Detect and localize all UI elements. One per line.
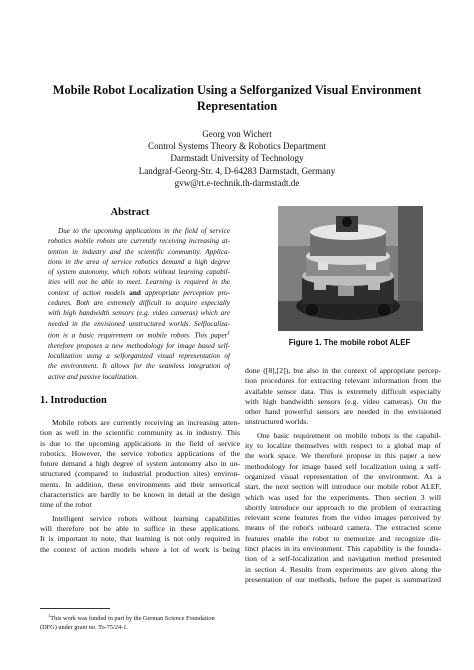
figure-caption: Figure 1. The mobile robot ALEF [288, 338, 411, 347]
body-line: in section 4. Results from experiments are given along the [245, 564, 441, 574]
footnote-line: (DFG) under grant no. To-75/24-1. [40, 623, 128, 631]
affiliation-line: Control Systems Theory & Robotics Department [148, 141, 326, 152]
abstract-line: tention in industry and the scientific community. Applica- [48, 247, 230, 256]
title-line: Mobile Robot Localization Using a Selforganized Visual Environment [52, 83, 422, 97]
footnote-line [40, 612, 240, 624]
robot-photo [278, 206, 423, 331]
abstract-line: Due to the upcoming applications in the field of service [58, 227, 230, 235]
body-line: start, the next section will introduce our mobile robot ALEF, [245, 482, 441, 492]
body-line: tion as well in the scientific community as in industry. This [40, 428, 240, 438]
body-line: means of the robot's onboard camera. The extracted scene [245, 523, 441, 533]
body-line: unstructured worlds. [245, 417, 309, 427]
body-line: presentation of our methods, before the paper is summarized [245, 574, 441, 584]
body-line: available sensor data. This is extremely difficult especially [245, 386, 441, 396]
abstract-line: active and passive localization. [48, 372, 139, 381]
author-name: Georg von Wichert [202, 129, 272, 139]
body-line: will therefore not be able to suffice in these applications. [40, 523, 240, 533]
body-line: It is important to note, that learning is not only required in [40, 534, 240, 544]
body-line: structured (compared to industrial production sites) environ- [40, 469, 240, 479]
footnote-text: This work was funded in part by the German Science Foundation [50, 615, 215, 623]
body-line: is due to the upcoming applications in the field of service [40, 438, 240, 448]
abstract-line: the environment. It allows for the seamless integration of [48, 362, 230, 371]
abstract-line: ities will not be able to meet. Learning is required in the [48, 278, 230, 287]
body-line: features enable the robot to memorize and recognize dis- [245, 533, 441, 543]
title-line: Representation [196, 99, 278, 113]
abstract-line: of system autonomy, which robots without learning capabil- [48, 268, 230, 277]
section-heading-introduction: 1. Introduction [40, 395, 107, 406]
body-line: ments. In addition, these environments and their sensorical [40, 479, 240, 489]
abstract-line: therefore proposes a new methodology for image based self- [48, 341, 230, 350]
body-line: ity to localize themselves with respect to a global map of [245, 441, 441, 451]
abstract-line: tions in the area of service robotics demand a high degree [48, 257, 230, 266]
body-line: robotics. However, the service robotics applications of the [40, 448, 240, 458]
body-line: relevant scene features from the video images perceived by [245, 513, 441, 523]
abstract-line [48, 288, 230, 298]
body-line: organized visual representation of the environment. As a [245, 471, 441, 481]
footnote [40, 612, 240, 632]
body-line: with high bandwidth sensors (e.g. video cameras). On the [245, 396, 441, 406]
introduction-text [40, 418, 240, 555]
body-line: done ([8],[2]), but also in the context of appropriate percep- [245, 366, 441, 375]
body-line: time of the robot [40, 500, 92, 510]
abstract-emphasis: and [129, 288, 141, 297]
abstract-line: robotics mobile robots are currently receiving increasing at- [48, 237, 230, 246]
affiliation-line: Landgraf-Georg-Str. 4, D-64283 Darmstadt, Germany [138, 165, 336, 176]
abstract-text [48, 226, 230, 382]
footnote-mark: 1 [48, 613, 51, 618]
abstract-heading: Abstract [110, 207, 150, 218]
abstract-line: localization using a selforganized visual representation of [48, 351, 230, 360]
body-line: tion procedures for extracting relevant information from the [245, 376, 441, 386]
paper-title [40, 82, 434, 114]
body-line: future demand a high degree of system autonomy also in un- [40, 459, 240, 469]
body-line: tion of a self-localization and navigation method presented [245, 554, 441, 564]
abstract-line: cedures. Both are extremely difficult to acquire especially [48, 299, 230, 308]
body-line: which was used for the experiments. Then section 3 will [245, 492, 441, 502]
robot-photo-image [278, 206, 423, 331]
body-line: the context of action models where a lot of work is being [40, 544, 240, 554]
body-line: Mobile robots are currently receiving an increasing atten- [52, 418, 240, 427]
body-line: other hand powerful sensors are needed in the envisioned [245, 407, 441, 417]
body-line: characteristics are hardly to be known in detail at the design [40, 490, 240, 500]
footnote-rule [40, 608, 110, 609]
abstract-line: needed in the envisioned unstructured worlds. Selflocaliza- [48, 319, 230, 328]
body-line: shortly introduce our approach to the problem of extracting [245, 502, 441, 512]
body-line: tinct places in its environment. This capability is the founda- [245, 544, 441, 554]
footnote-marker: 1 [227, 330, 230, 336]
author-email: gvw@rt.e-technik.th-darmstadt.de [174, 177, 300, 188]
abstract-fragment: context of action models [48, 288, 126, 297]
abstract-fragment: tion is a basic requirement on mobile robots. This paper [48, 331, 228, 340]
abstract-line: with high bandwidth sensors (e.g. video cameras) which are [48, 309, 230, 318]
body-line: methodology for image based self localization using a self- [245, 461, 441, 471]
body-line: Intelligent service robots without learning capabilities [52, 513, 240, 523]
author-block [60, 128, 414, 189]
body-line: One basic requirement on mobile robots is the capabil- [257, 430, 441, 440]
right-column-text [245, 366, 441, 585]
body-line: the work space. We therefore propose in this paper a new [245, 451, 441, 461]
abstract-fragment: appropriate perception pro- [145, 288, 230, 297]
affiliation-line: Darmstadt University of Technology [170, 153, 304, 164]
abstract-line [48, 329, 230, 341]
